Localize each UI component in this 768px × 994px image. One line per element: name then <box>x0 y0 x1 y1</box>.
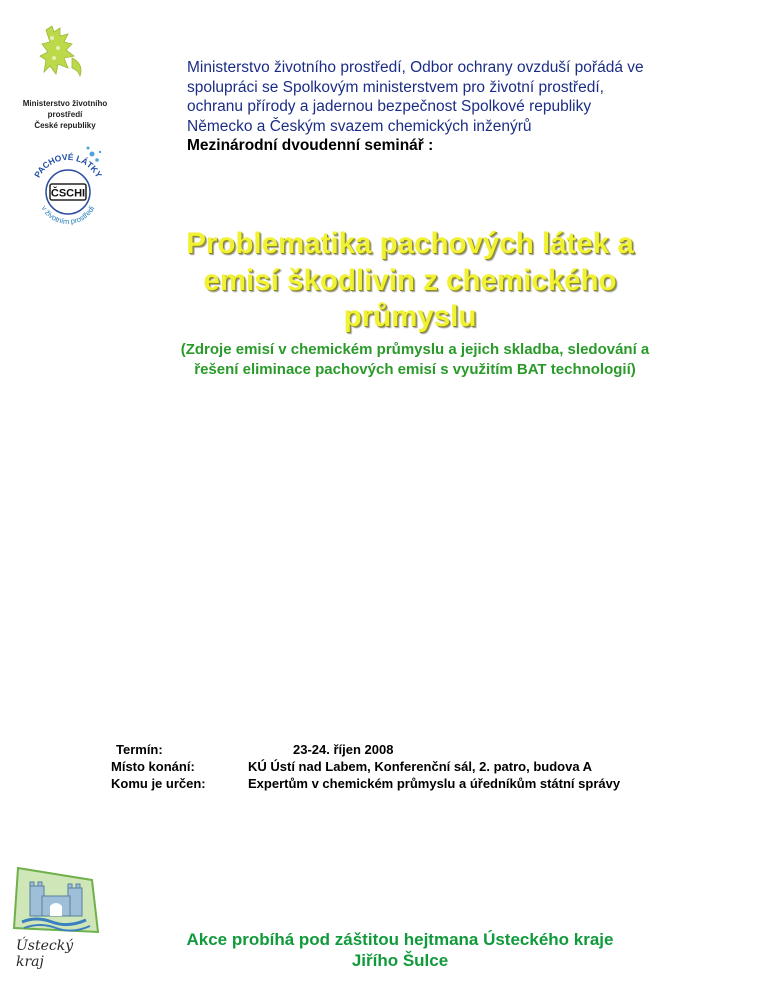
ustecky-kraj-logo <box>12 862 100 970</box>
patronage-footer <box>130 929 670 971</box>
seminar-subtitle <box>110 340 720 380</box>
czech-lion-icon <box>38 24 90 84</box>
seminar-label: Mezinárodní dvoudenní seminář : <box>187 137 434 155</box>
term-label: Termín: <box>116 742 163 757</box>
header-line-2: spolupráci se Spolkovým ministerstvem pro životní prostředí, <box>187 78 604 96</box>
cschi-ring-bottom: v životním prostředí <box>39 204 97 227</box>
term-value: 23-24. říjen 2008 <box>293 742 394 757</box>
audience-label: Komu je určen: <box>111 776 206 791</box>
seminar-title <box>120 226 700 336</box>
footer-line-1: Akce probíhá pod záštitou hejtmana Ústeckého kraje <box>186 930 614 949</box>
ministry-logo <box>10 20 120 130</box>
header-line-3: ochranu přírody a jadernou bezpečnost Spolkové republiky <box>187 98 592 116</box>
footer-line-2: Jiřího Šulce <box>351 951 449 970</box>
ministry-logo-line1: Ministerstvo životního prostředí <box>22 99 108 119</box>
organizer-header <box>187 58 747 156</box>
cschi-badge-icon <box>22 142 114 234</box>
ministry-logo-line2: České republiky <box>34 121 96 130</box>
kraj-logo-text: Ústecký kraj <box>16 938 74 970</box>
subtitle-line-1: (Zdroje emisí v chemickém průmyslu a jejich skladba, sledování a <box>180 341 650 358</box>
title-line-1: Problematika pachových látek a <box>186 227 634 260</box>
header-line-4: Německo a Českým svazem chemických inženýrů <box>187 117 532 135</box>
place-value: KÚ Ústí nad Labem, Konferenční sál, 2. patro, budova A <box>248 759 593 774</box>
header-line-1: Ministerstvo životního prostředí, Odbor ochrany ovzduší pořádá ve <box>187 59 644 76</box>
cschi-badge-text: ČSCHI <box>50 187 86 200</box>
subtitle-line-2: řešení eliminace pachových emisí s využitím BAT technologií) <box>194 361 636 378</box>
castle-icon <box>12 862 100 938</box>
title-line-2: emisí škodlivin z chemického <box>203 263 617 297</box>
cschi-logo <box>22 142 114 234</box>
place-label: Místo konání: <box>111 759 195 774</box>
cschi-ring-top: PACHOVÉ LÁTKY <box>32 151 104 180</box>
audience-value: Expertům v chemickém průmyslu a úředníkům státní správy <box>248 776 621 791</box>
title-line-3: průmyslu <box>343 300 477 333</box>
